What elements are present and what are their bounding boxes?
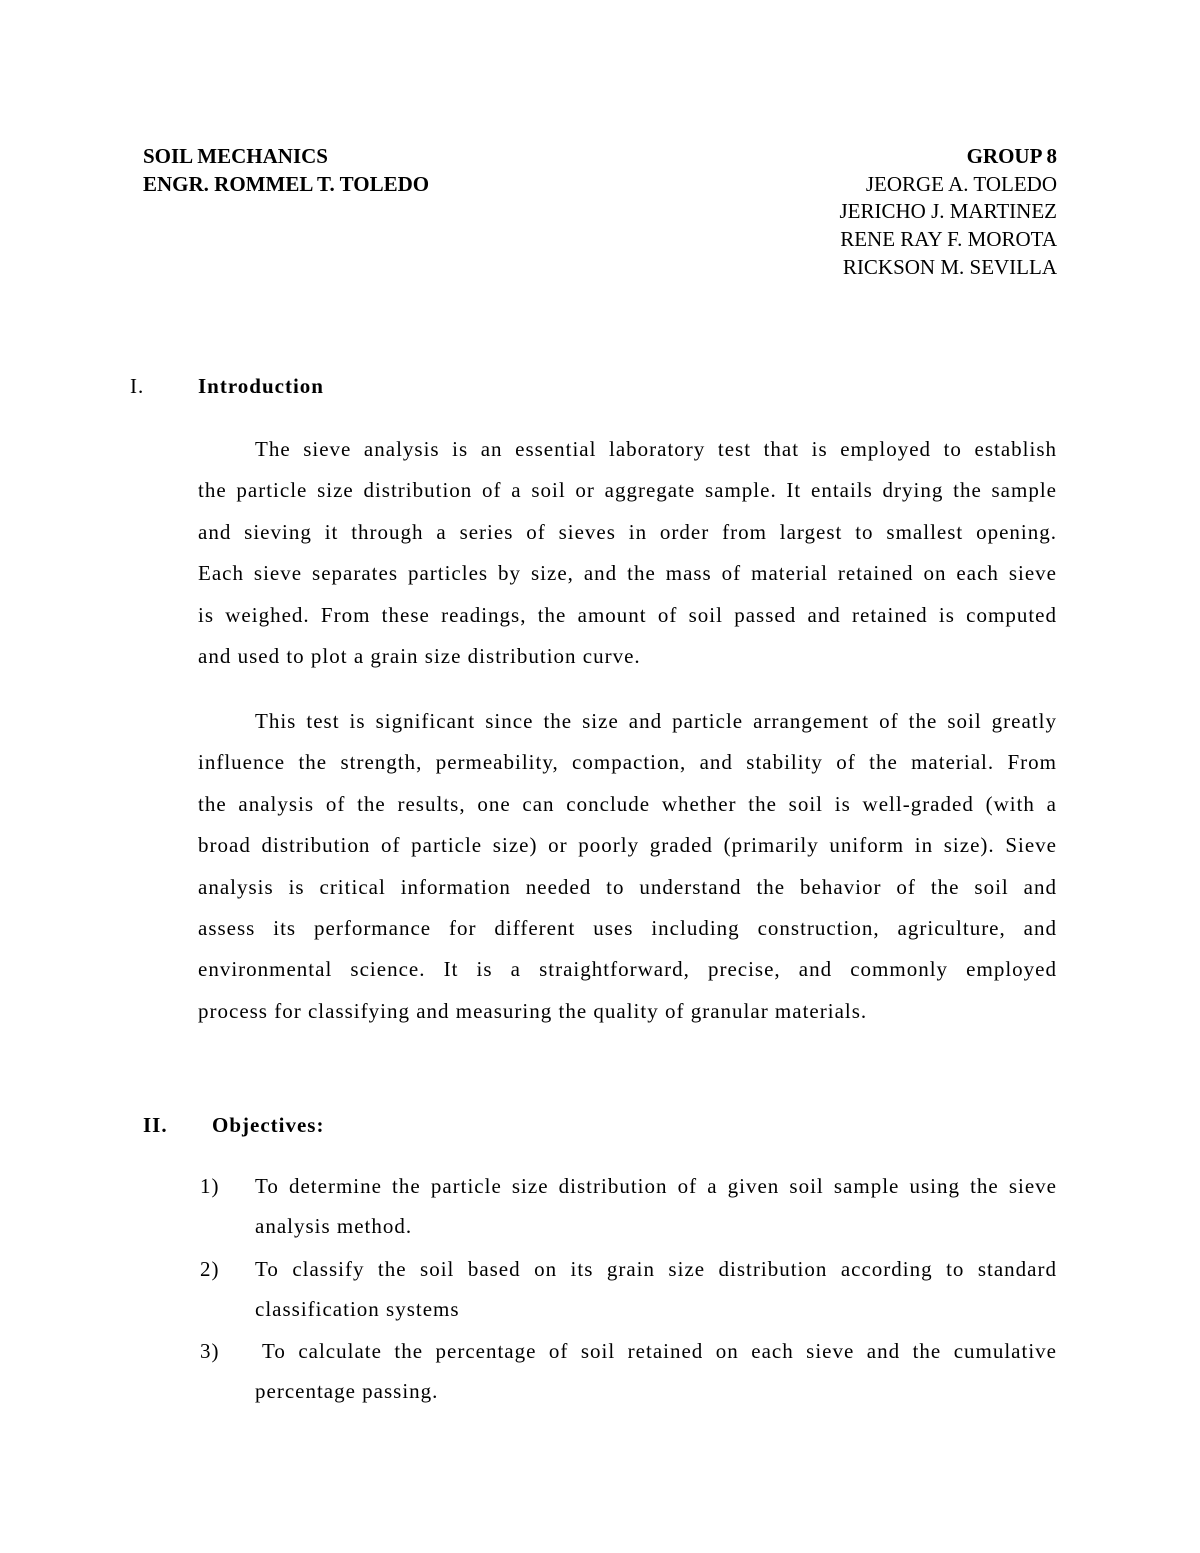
paragraph-line: and sieving it through a series of sieves in order from largest to smallest opening. bbox=[198, 519, 1057, 544]
objective-number: 1) bbox=[200, 1174, 220, 1198]
paragraph-line: is weighed. From these readings, the amount of soil passed and retained is computed bbox=[198, 602, 1057, 627]
objective-number: 3) bbox=[200, 1339, 220, 1363]
group-label: GROUP 8 bbox=[966, 144, 1057, 168]
objective-text bbox=[255, 1331, 1057, 1411]
paragraph-line: and used to plot a grain size distribution curve. bbox=[198, 644, 641, 669]
objective-line: analysis method. bbox=[255, 1214, 413, 1238]
paragraph-line: assess its performance for different uses including construction, agriculture, and bbox=[198, 916, 1057, 941]
objective-text bbox=[255, 1249, 1057, 1329]
section-numeral: II. bbox=[143, 1113, 168, 1137]
member-name: JERICHO J. MARTINEZ bbox=[839, 199, 1057, 224]
objective-item bbox=[0, 1331, 1200, 1411]
objective-number: 2) bbox=[200, 1256, 220, 1281]
objectives-list bbox=[0, 1166, 1200, 1414]
paragraph bbox=[198, 429, 1057, 677]
member-name: RENE RAY F. MOROTA bbox=[840, 227, 1057, 252]
paragraph-line: broad distribution of particle size) or poorly graded (primarily uniform in size). Sieve bbox=[198, 833, 1057, 858]
objective-text bbox=[255, 1166, 1057, 1246]
instructor-name: ENGR. ROMMEL T. TOLEDO bbox=[143, 171, 430, 196]
objective-line: To classify the soil based on its grain size distribution according to standard bbox=[255, 1256, 1057, 1281]
paragraph-line: process for classifying and measuring the quality of granular materials. bbox=[198, 998, 868, 1023]
paragraph-line: the analysis of the results, one can conclude whether the soil is well-graded (with a bbox=[198, 791, 1057, 816]
objective-item bbox=[0, 1166, 1200, 1246]
section-numeral: I. bbox=[130, 374, 145, 398]
objective-item bbox=[0, 1249, 1200, 1329]
paragraph-line: The sieve analysis is an essential laboratory test that is employed to establish bbox=[255, 437, 1057, 461]
course-title: SOIL MECHANICS bbox=[143, 144, 328, 168]
objective-line: classification systems bbox=[255, 1296, 460, 1321]
header-right bbox=[840, 143, 1058, 282]
paragraph-line: analysis is critical information needed to understand the behavior of the soil and bbox=[198, 874, 1057, 899]
paragraph-line: Each sieve separates particles by size, and the mass of material retained on each sieve bbox=[198, 561, 1057, 586]
member-name: RICKSON M. SEVILLA bbox=[842, 254, 1057, 279]
objective-line: percentage passing. bbox=[255, 1379, 439, 1403]
objective-line: To calculate the percentage of soil retained on each sieve and the cumulative bbox=[262, 1339, 1057, 1363]
member-name: JEORGE A. TOLEDO bbox=[865, 171, 1057, 196]
section-title: Objectives: bbox=[212, 1113, 325, 1137]
paragraph-line: This test is significant since the size and particle arrangement of the soil greatly bbox=[255, 709, 1057, 733]
paragraph-line: influence the strength, permeability, compaction, and stability of the material. From bbox=[198, 750, 1057, 775]
objective-line: To determine the particle size distribution of a given soil sample using the sieve bbox=[255, 1174, 1057, 1198]
section-title: Introduction bbox=[198, 374, 324, 398]
paragraph-line: environmental science. It is a straightforward, precise, and commonly employed bbox=[198, 957, 1057, 982]
paragraph-line: the particle size distribution of a soil or aggregate sample. It entails drying the sample bbox=[198, 478, 1057, 503]
header-left bbox=[143, 143, 429, 198]
paragraph bbox=[198, 701, 1057, 1032]
